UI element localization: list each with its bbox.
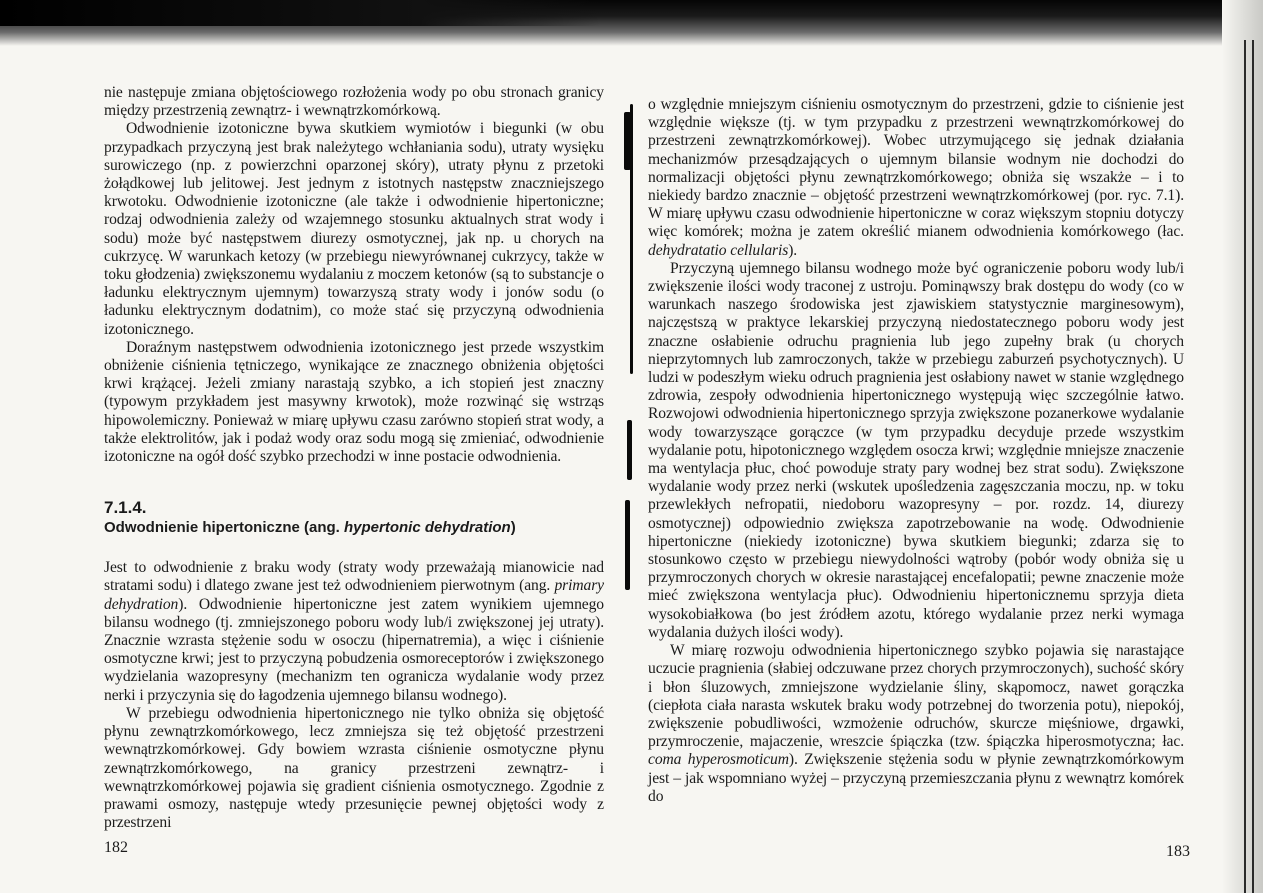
- left-page: [104, 84, 604, 832]
- section-title-text: Odwodnienie hipertoniczne (ang.: [104, 519, 345, 537]
- section-number: 7.1.4.: [104, 498, 147, 518]
- section-title-italic: hypertonic dehydration: [344, 519, 511, 537]
- section-title-text: ): [510, 519, 516, 537]
- italic-term: primary dehydration: [104, 577, 604, 613]
- gutter-shadow-mark: [630, 104, 633, 374]
- paragraph-text: W miarę rozwoju odwodnienia hipertonicznego szybko pojawia się narastające uczucie pragnienia (słabiej odczuwane przez chorych przymroczonych), suchość skóry i błon śluzowych, zmniejszone wydzielanie śliny, skąpomocz, nawet gorączka (ciepłota ciała narasta wskutek braku wody potrzebnej do tworzenia potu), niepokój, zwiększenie pobudliwości, wzmożenie odruchów, skurcze mięśniowe, drgawki, przymroczenie, majaczenie, wreszcie śpiączka (tzw. śpiączka hiperosmotyczna; łac.: [648, 642, 1184, 751]
- paragraph: Odwodnienie izotoniczne bywa skutkiem wymiotów i biegunki (w obu przypadkach przyczyną jest brak należytego wchłaniania sodu), utraty wysięku surowiczego (np. z powierzchni oparzonej skóry), utraty płynu z przetoki żołądkowej lub jelitowej. Jest jednym z istotnych następstw znaczniejszego krwotoku. Odwodnienie izotoniczne (ale także i odwodnienie hipertoniczne; rodzaj odwodnienia zależy od wzajemnego stosunku aktualnych strat wody i sodu) może być następstwem diurezy osmotycznej, jak np. u chorych na cukrzycę. W warunkach ketozy (w przebiegu niewyrównanej cukrzycy, także w toku głodzenia) zwiększonemu wydalaniu z moczem ketonów (są to substancje o ładunku elektrycznym ujemnym) towarzyszą straty wody i jonów sodu (o ładunku elektrycznym dodatnim), co może stać się przyczyną odwodnienia izotonicznego.: [104, 120, 604, 338]
- page-edge-line: [1252, 40, 1254, 893]
- gutter-shadow-mark: [627, 420, 632, 480]
- paragraph: [648, 642, 1184, 806]
- paragraph-text: ). Zwiększenie stężenia sodu w płynie zewnątrzkomórkowym jest – jak wspomniano wyżej – przyczyną przemieszczania płynu z wewnątrz komórek do: [648, 751, 1184, 805]
- right-page: [648, 96, 1184, 806]
- page-number-right: 183: [1166, 843, 1190, 860]
- paragraph: nie następuje zmiana objętościowego rozłożenia wody po obu stronach granicy między przestrzenią zewnątrz- i wewnątrzkomórkową.: [104, 84, 604, 120]
- paragraph-text: Jest to odwodnienie z braku wody (straty wody przeważają mianowicie nad stratami sodu) i dlatego zwane jest też odwodnieniem pierwotnym (ang.: [104, 559, 604, 595]
- paragraph-text: ). Odwodnienie hipertoniczne jest zatem wynikiem ujemnego bilansu wodnego (tj. zmniejszonego poboru wody lub/i zwiększonej jej utraty). Znacznie wzrasta stężenie sodu w osoczu (hipernatremia), a więc i ciśnienie osmotyczne krwi; jest to przyczyną pobudzenia osmoreceptorów i zwiększonego wydzielania wazopresyny (mechanizm ten ogranicza wydalanie wody przez nerki i przyczynia się do łagodzenia ujemnego bilansu wodnego).: [104, 595, 604, 704]
- paragraph-text: o względnie mniejszym ciśnieniu osmotycznym do przestrzeni, gdzie to ciśnienie jest względnie większe (tj. w tym przypadku z przestrzeni wewnątrzkomórkowej do przestrzeni zewnątrzkomórkowej). Wobec utrzymującego się jednak działania mechanizmów przesądzających o ujemnym bilansie wodnym nie dochodzi do normalizacji objętości płynu zewnątrzkomórkowego; obniża się wszakże – i to niekiedy bardzo znacznie – objętość przestrzeni wewnątrzkomórkowej (por. ryc. 7.1). W miarę upływu czasu odwodnienie hipertoniczne w coraz większym stopniu dotyczy więc komórek; można je zatem określić mianem odwodnienia komórkowego (łac.: [648, 96, 1184, 241]
- paragraph: Doraźnym następstwem odwodnienia izotonicznego jest przede wszystkim obniżenie ciśnienia tętniczego, wynikające ze znacznego obniżenia objętości krwi krążącej. Jeżeli zmiany narastają szybko, a ich stopień jest znaczny (typowym przykładem jest masywny krwotok), może rozwinąć się wstrząs hipowolemiczny. Ponieważ w miarę upływu czasu zarówno stopień strat wody, a także elektrolitów, jak i podaż wody oraz sodu mogą się zmieniać, odwodnienie izotoniczne na ogół dość szybko przechodzi w inne postacie odwodnienia.: [104, 338, 604, 466]
- paragraph: [104, 559, 604, 705]
- paragraph: Przyczyną ujemnego bilansu wodnego może być ograniczenie poboru wody lub/i zwiększenie ilości wody traconej z ustroju. Pominąwszy brak dostępu do wody (co w warunkach naszego środowiska jest zjawiskiem statystycznie marginesowym), najczęstszą w praktyce lekarskiej przyczyną niedostatecznego poboru wody jest znaczne osłabienie odruchu pragnienia lub jego zupełny brak (u chorych nieprzytomnych lub zamroczonych, także w przebiegu zaburzeń psychotycznych). U ludzi w podeszłym wieku odruch pragnienia jest osłabiony nawet w stanie względnego zdrowia, zespoły odwodnienia hipertonicznego występują więc szczególnie łatwo. Rozwojowi odwodnienia hipertonicznego sprzyja zwiększone pozanerkowe wydalanie wody towarzyszące gorączce (w tym przypadku decyduje przede wszystkim wydalanie potu, hipotonicznego względem osocza krwi; względnie mniejsze znaczenie ma wentylacja płuc, choć powoduje straty pary wodnej bez strat sodu). Zwiększone wydalanie wody przez nerki (wskutek upośledzenia zagęszczania moczu, np. w toku przewlekłych nefropatii, niedoboru wazopresyny – por. rozdz. 14, diurezy osmotycznej) odpowiednio zwiększa zapotrzebowanie na wodę. Odwodnienie hipertoniczne (niekiedy izotoniczne) bywa skutkiem biegunki; zdarza się to stosunkowo często w przebiegu niewydolności wątroby (pobór wody obniża się u przymroczonych chorych w okresie narastającej encefalopatii; pewne znaczenie może mieć zwiększona wentylacja płuc). Odwodnieniu hipertonicznemu sprzyja dieta wysokobiałkowa (bo jest źródłem azotu, którego wydalanie przez nerki wymaga wydalania dużych ilości wody).: [648, 259, 1184, 641]
- paragraph-text: ).: [788, 241, 798, 259]
- italic-term: coma hyperosmoticum: [648, 751, 789, 769]
- next-page-edge: [1222, 0, 1263, 893]
- paragraph: W przebiegu odwodnienia hipertonicznego nie tylko obniża się objętość płynu zewnątrzkomórkowego, lecz zmniejsza się też objętość przestrzeni wewnątrzkomórkowej. Gdy bowiem wzrasta ciśnienie osmotyczne płynu zewnątrzkomórkowego, na granicy przestrzeni zewnątrz- i wewnątrzkomórkowej pojawia się gradient ciśnienia osmotycznego. Zgodnie z prawami osmozy, następuje wtedy przesunięcie pewnej objętości wody z przestrzeni: [104, 704, 604, 832]
- scan-top-shadow: [0, 0, 1263, 46]
- italic-term: dehydratatio cellularis: [648, 241, 789, 259]
- gutter-shadow-mark: [625, 500, 630, 590]
- page-number-left: 182: [104, 839, 128, 856]
- page-edge-line: [1244, 40, 1246, 893]
- section-title: [104, 518, 604, 537]
- paragraph: [648, 96, 1184, 260]
